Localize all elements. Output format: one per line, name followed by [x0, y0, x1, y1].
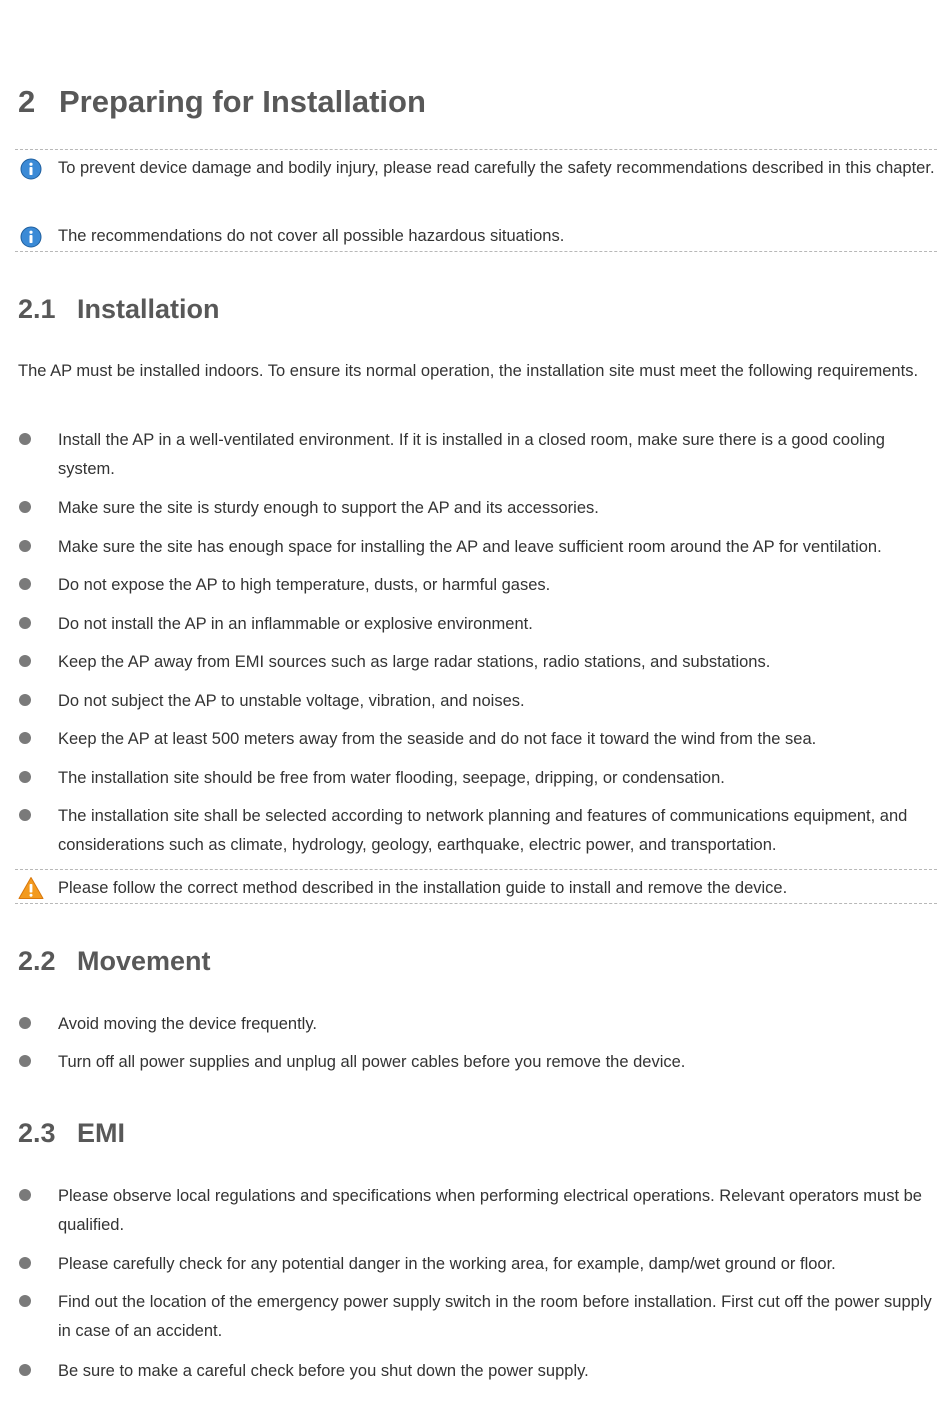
note-divider-bottom [15, 251, 937, 252]
list-item: Find out the location of the emergency power supply switch in the room before installation. First cut off the power supply in case of an accident. [58, 1293, 932, 1340]
section-title: Movement [77, 946, 211, 976]
bullet-icon [19, 617, 31, 629]
bullet-icon [19, 732, 31, 744]
section-heading-movement [18, 946, 211, 977]
chapter-title: Preparing for Installation [59, 84, 426, 119]
list-item: Be sure to make a careful check before you shut down the power supply. [58, 1362, 589, 1380]
section-title: EMI [77, 1118, 126, 1148]
bullet-icon [19, 540, 31, 552]
section-number: 2.3 [18, 1118, 56, 1148]
bullet-icon [19, 1189, 31, 1201]
chapter-heading [18, 84, 426, 120]
list-item: The installation site shall be selected according to network planning and features of communications equipment, and considerations such as climate, hydrology, geology, earthquake, electric power, and transportation. [58, 807, 908, 854]
warning-divider-top [15, 869, 937, 870]
section-title: Installation [77, 294, 220, 324]
list-item: Please carefully check for any potential danger in the working area, for example, damp/wet ground or floor. [58, 1255, 836, 1273]
list-item: Keep the AP at least 500 meters away from the seaside and do not face it toward the wind from the sea. [58, 730, 817, 748]
chapter-number: 2 [18, 84, 36, 119]
list-item: Make sure the site is sturdy enough to support the AP and its accessories. [58, 499, 599, 517]
list-item: The installation site should be free from water flooding, seepage, dripping, or condensation. [58, 769, 725, 787]
list-item: Do not expose the AP to high temperature, dusts, or harmful gases. [58, 576, 551, 594]
list-item: Keep the AP away from EMI sources such as large radar stations, radio stations, and substations. [58, 653, 771, 671]
bullet-icon [19, 578, 31, 590]
section-heading-emi [18, 1118, 125, 1149]
section-number: 2.2 [18, 946, 56, 976]
list-item: Avoid moving the device frequently. [58, 1015, 317, 1033]
list-item: Do not subject the AP to unstable voltage, vibration, and noises. [58, 692, 525, 710]
warning-divider-bottom [15, 903, 937, 904]
bullet-icon [19, 809, 31, 821]
section-heading-installation [18, 294, 220, 325]
bullet-icon [19, 1295, 31, 1307]
info-note-1: To prevent device damage and bodily injury, please read carefully the safety recommendations described in this chapter. [58, 159, 935, 177]
list-item: Install the AP in a well-ventilated environment. If it is installed in a closed room, make sure there is a good cooling system. [58, 431, 885, 478]
list-item: Make sure the site has enough space for installing the AP and leave sufficient room around the AP for ventilation. [58, 538, 882, 556]
bullet-icon [19, 1055, 31, 1067]
bullet-icon [19, 694, 31, 706]
bullet-icon [19, 433, 31, 445]
info-icon [20, 226, 42, 248]
bullet-icon [19, 1257, 31, 1269]
list-item: Turn off all power supplies and unplug all power cables before you remove the device. [58, 1053, 686, 1071]
warning-note: Please follow the correct method described in the installation guide to install and remove the device. [58, 879, 788, 897]
list-item: Please observe local regulations and specifications when performing electrical operations. Relevant operators must be qualified. [58, 1187, 922, 1234]
section-number: 2.1 [18, 294, 56, 324]
bullet-icon [19, 1364, 31, 1376]
installation-intro: The AP must be installed indoors. To ensure its normal operation, the installation site must meet the following requirements. [18, 362, 919, 380]
list-item: Do not install the AP in an inflammable or explosive environment. [58, 615, 533, 633]
bullet-icon [19, 1017, 31, 1029]
note-divider-top [15, 149, 937, 150]
bullet-icon [19, 501, 31, 513]
info-icon [20, 158, 42, 180]
bullet-icon [19, 771, 31, 783]
bullet-icon [19, 655, 31, 667]
info-note-2: The recommendations do not cover all possible hazardous situations. [58, 227, 565, 245]
warning-icon [18, 876, 44, 900]
